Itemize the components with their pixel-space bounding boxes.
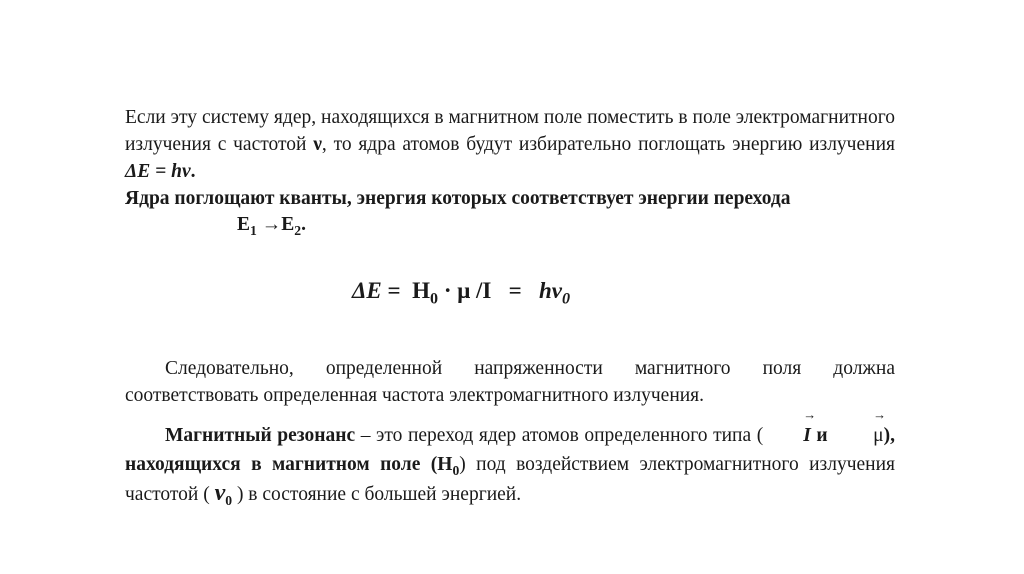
paragraph-consequence: Следовательно, определенной напряженности магнитного поля должна соответствовать определенная частота электромагнитного излучения. bbox=[125, 358, 895, 406]
formula-eq1: = bbox=[381, 278, 413, 303]
nu0-subscript: 0 bbox=[225, 492, 233, 508]
transition-end: . bbox=[301, 214, 306, 235]
vector-arrow-i: → bbox=[803, 407, 817, 422]
p4-text4: ) в состояние с большей энергией. bbox=[232, 484, 522, 505]
nu0-symbol: ν bbox=[214, 480, 226, 506]
formula-h-sub: 0 bbox=[430, 290, 439, 308]
formula-h: H bbox=[412, 278, 431, 303]
e2-subscript: 2 bbox=[294, 222, 302, 238]
p4-and: и bbox=[810, 425, 834, 446]
p4-text3: ) под воздействием электромагнитного излучения частотой ( bbox=[125, 454, 895, 505]
e1-subscript: 1 bbox=[250, 222, 257, 238]
vector-mu bbox=[833, 407, 887, 450]
vector-i-symbol: I bbox=[803, 425, 811, 446]
resonance-formula bbox=[352, 278, 571, 308]
p4-text1: – это переход ядер атомов определенного типа ( bbox=[355, 425, 764, 446]
e1-symbol: E bbox=[237, 214, 251, 235]
p1-text: Если эту систему ядер, находящихся в магнитном поле поместить в поле электромагнитного излучения с частотой bbox=[125, 107, 895, 155]
formula-rhs-sub: 0 bbox=[561, 290, 571, 308]
p1-text2: , то ядра атомов будут избирательно поглощать энергию излучения bbox=[321, 134, 895, 155]
p4-h: H bbox=[437, 454, 453, 475]
p1-end: . bbox=[190, 161, 196, 182]
nu-symbol: ν bbox=[313, 134, 322, 155]
transition-arrow: → bbox=[256, 214, 282, 235]
formula-middle: · μ /I = bbox=[438, 278, 539, 303]
energy-formula-inline: ΔE = hν bbox=[125, 161, 191, 182]
vector-arrow-mu: → bbox=[873, 407, 887, 422]
vector-mu-symbol: μ bbox=[873, 425, 884, 446]
paragraph-absorption: Ядра поглощают кванты, энергия которых соответствует энергии перехода bbox=[125, 188, 791, 209]
formula-lhs: ΔE bbox=[352, 278, 382, 303]
paragraph-magnetic-resonance bbox=[125, 407, 895, 509]
paragraph-nuclei-radiation bbox=[125, 104, 895, 185]
vector-i bbox=[763, 407, 817, 450]
term-magnetic-resonance: Магнитный резонанс bbox=[165, 425, 356, 446]
formula-rhs: hν bbox=[538, 278, 562, 303]
e2-symbol: E bbox=[281, 214, 295, 235]
energy-transition bbox=[237, 214, 306, 236]
p4-text2: ), находящихся в магнитном поле ( bbox=[125, 425, 895, 475]
p4-h-sub: 0 bbox=[452, 462, 460, 478]
